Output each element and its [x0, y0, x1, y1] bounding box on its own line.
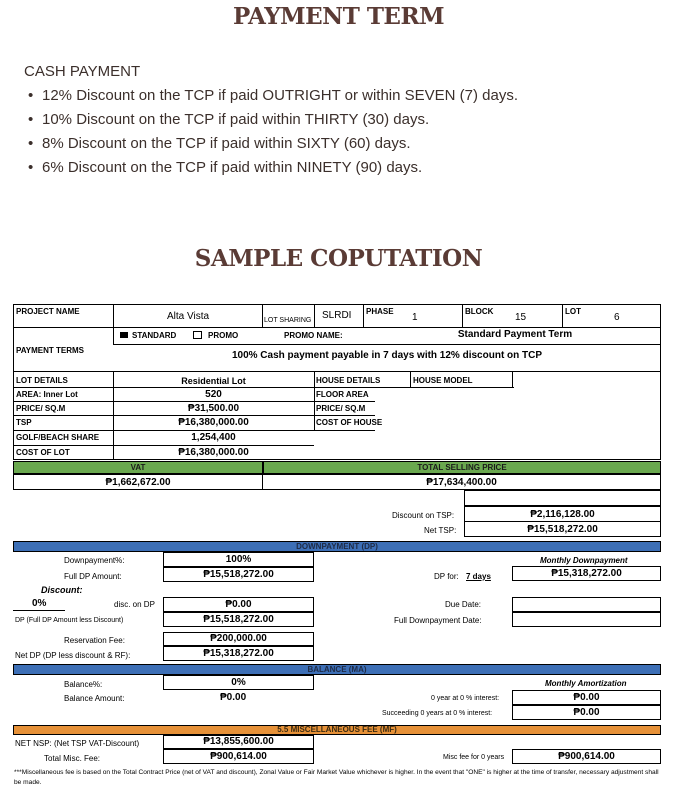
- dp-less-disc-label: DP (Full DP Amount less Discount): [15, 617, 124, 624]
- due-date-label: Due Date:: [445, 600, 482, 609]
- misc-footnote: ***Miscellaneous fee is based on the Total Contract Price (net of VAT and discount), Zonal Value or Fair Market Value whichever is higher. In the event that "ONE" is higher at the time of transfer, necessary adjustment shall be made.: [14, 769, 659, 786]
- golf-share-value: 1,254,400: [191, 432, 236, 443]
- area-label: AREA: Inner Lot: [16, 390, 78, 399]
- balance-bar-label: BALANCE (MA): [307, 665, 367, 674]
- full-dp-date-field[interactable]: [512, 612, 661, 627]
- total-selling-price-header-label: TOTAL SELLING PRICE: [417, 463, 507, 472]
- standard-checkbox-checked-icon[interactable]: [120, 332, 128, 338]
- house-price-sqm-label: PRICE/ SQ.M: [316, 404, 366, 413]
- year-interest-value: ₱0.00: [573, 692, 600, 703]
- full-dp-value: ₱15,518,272.00: [203, 569, 274, 580]
- monthly-amort-label: Monthly Amortization: [545, 679, 627, 688]
- cash-terms-list: [24, 84, 518, 180]
- reservation-value: ₱200,000.00: [210, 633, 267, 644]
- dp-less-disc-value: ₱15,518,272.00: [203, 614, 274, 625]
- balance-pct-label: Balance%:: [64, 680, 103, 689]
- balance-pct-value: 0%: [231, 677, 246, 688]
- cash-term-item: • 10% Discount on the TCP if paid within THIRTY (30) days.: [24, 108, 518, 132]
- floor-area-label: FLOOR AREA: [316, 390, 369, 399]
- cash-term-item: • 12% Discount on the TCP if paid OUTRIGHT or within SEVEN (7) days.: [24, 84, 518, 108]
- net-nsp-label: NET NSP: (Net TSP VAT-Discount): [15, 739, 140, 748]
- tsp-value: ₱16,380,000.00: [178, 417, 249, 428]
- net-dp-label: Net DP (DP less discount & RF):: [15, 651, 131, 660]
- cash-term-item: • 6% Discount on the TCP if paid within NINETY (90) days.: [24, 156, 518, 180]
- lot-label: LOT: [565, 307, 581, 316]
- misc-for-label: Misc fee for 0 years: [443, 754, 505, 761]
- total-misc-value: ₱900,614.00: [210, 751, 267, 762]
- total-selling-price-value: ₱17,634,400.00: [426, 477, 497, 488]
- balance-amount-value: ₱0.00: [220, 692, 247, 703]
- dp-for-label: DP for:: [434, 572, 459, 581]
- full-dp-date-label: Full Downpayment Date:: [394, 616, 482, 625]
- lot-details-value: Residential Lot: [181, 376, 246, 386]
- vat-header-label: VAT: [130, 463, 146, 472]
- misc-fee-bar-label: 5.5 MISCELLANEOUS FEE (MF): [277, 725, 397, 734]
- project-name-label: PROJECT NAME: [16, 307, 80, 316]
- succeeding-label: Succeeding 0 years at 0 % interest:: [382, 710, 493, 717]
- disc-on-dp-label: disc. on DP: [114, 600, 155, 609]
- payment-term-heading: PAYMENT TERM: [232, 3, 445, 30]
- discount-label: Discount:: [41, 585, 83, 595]
- total-misc-label: Total Misc. Fee:: [44, 754, 101, 763]
- block-value: 15: [515, 312, 527, 323]
- promo-name-value: Standard Payment Term: [457, 329, 573, 340]
- lot-details-label: LOT DETAILS: [16, 376, 68, 385]
- promo-checkbox-icon[interactable]: [193, 331, 202, 339]
- lot-sharing-label: LOT SHARING: [264, 317, 312, 324]
- cost-of-house-label: COST OF HOUSE: [316, 418, 383, 427]
- payment-terms-label: PAYMENT TERMS: [16, 346, 85, 355]
- cash-term-item: • 8% Discount on the TCP if paid within SIXTY (60) days.: [24, 132, 518, 156]
- cash-payment-label: CASH PAYMENT: [24, 63, 141, 80]
- disc-on-dp-value: ₱0.00: [225, 599, 252, 610]
- reservation-label: Reservation Fee:: [64, 636, 125, 645]
- discount-tsp-label: Discount on TSP:: [392, 511, 455, 520]
- due-date-field[interactable]: [512, 597, 661, 612]
- year-interest-label: 0 year at 0 % interest:: [431, 695, 500, 702]
- net-dp-value: ₱15,318,272.00: [203, 648, 274, 659]
- net-tsp-value: ₱15,518,272.00: [527, 524, 598, 535]
- lot-value: 6: [614, 312, 620, 323]
- payment-terms-value: 100% Cash payment payable in 7 days with 12% discount on TCP: [231, 350, 543, 361]
- phase-label: PHASE: [366, 307, 394, 316]
- downpayment-bar-label: DOWNPAYMENT (DP): [296, 542, 378, 551]
- vat-value: ₱1,662,672.00: [105, 477, 171, 488]
- price-sqm-label: PRICE/ SQ.M: [16, 404, 66, 413]
- project-name-value: Alta Vista: [166, 311, 210, 322]
- dp-pct-label: Downpayment%:: [64, 556, 125, 565]
- discount-tsp-value: ₱2,116,128.00: [530, 509, 595, 520]
- cost-of-lot-label: COST OF LOT: [16, 448, 70, 457]
- cost-of-lot-value: ₱16,380,000.00: [178, 447, 249, 458]
- price-sqm-value: ₱31,500.00: [187, 403, 240, 414]
- full-dp-label: Full DP Amount:: [64, 572, 122, 581]
- house-details-label: HOUSE DETAILS: [316, 376, 381, 385]
- area-value: 520: [205, 389, 222, 400]
- dp-pct-value: 100%: [225, 554, 252, 565]
- promo-label: PROMO: [208, 331, 239, 340]
- sample-computation-heading: SAMPLE COPUTATION: [194, 245, 483, 272]
- disc-pct-value: 0%: [32, 598, 47, 609]
- dp-for-value: 7 days: [466, 572, 491, 581]
- balance-amount-label: Balance Amount:: [64, 694, 125, 703]
- monthly-dp-value: ₱15,318,272.00: [551, 568, 622, 579]
- net-nsp-value: ₱13,855,600.00: [203, 736, 274, 747]
- misc-for-value: ₱900,614.00: [558, 751, 615, 762]
- house-model-label: HOUSE MODEL: [413, 376, 473, 385]
- net-tsp-label: Net TSP:: [424, 526, 457, 535]
- promo-name-label: PROMO NAME:: [284, 331, 343, 340]
- standard-label: STANDARD: [132, 331, 177, 340]
- succeeding-value: ₱0.00: [573, 707, 600, 718]
- golf-share-label: GOLF/BEACH SHARE: [16, 433, 100, 442]
- block-label: BLOCK: [465, 307, 494, 316]
- phase-value: 1: [412, 312, 418, 323]
- discount-tsp-empty-box: [464, 490, 661, 506]
- monthly-dp-label: Monthly Downpayment: [540, 556, 628, 565]
- tsp-label: TSP: [16, 418, 32, 427]
- lot-sharing-value: SLRDI: [322, 310, 352, 321]
